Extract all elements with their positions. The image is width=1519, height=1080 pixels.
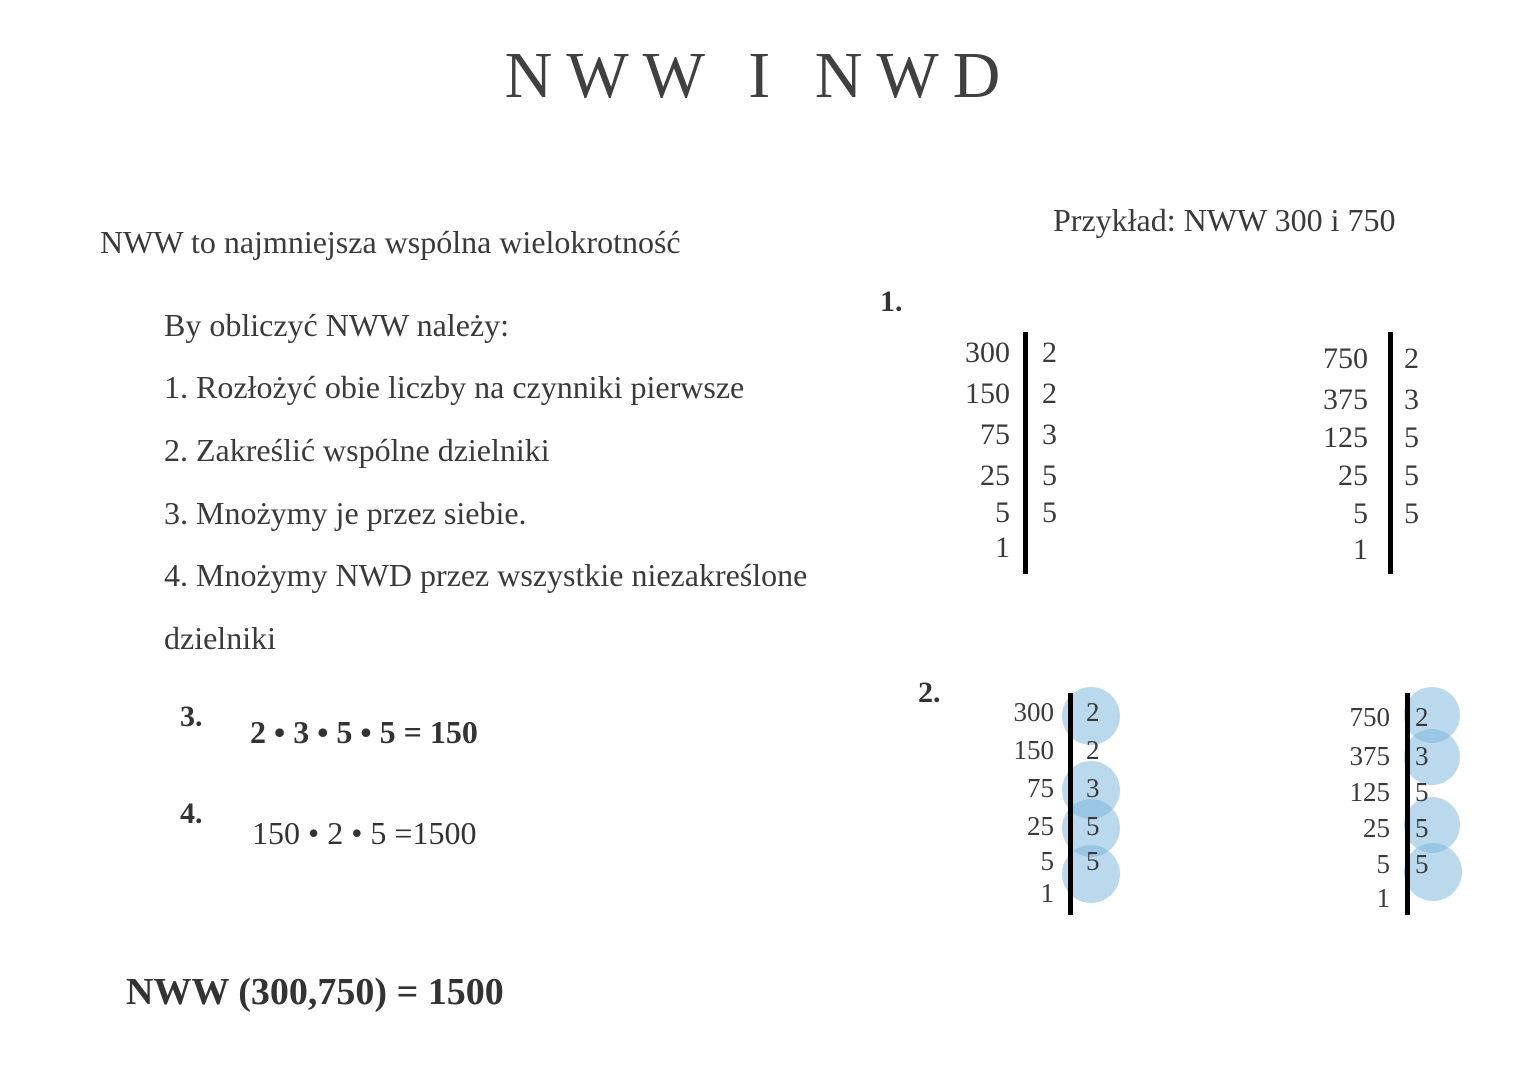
- dividends: 750 375 125 25 5 1: [1323, 342, 1368, 566]
- calc-label-4: 4.: [180, 797, 203, 830]
- divisors: 2 2 3 5 5: [1086, 697, 1100, 876]
- division-bar: [1068, 693, 1073, 915]
- dividends: 300 150 75 25 5 1: [965, 336, 1010, 564]
- division-bar: [1388, 332, 1393, 574]
- division-bar: [1405, 693, 1410, 915]
- calc-expression-4: 150 • 2 • 5 =1500: [252, 815, 477, 851]
- example-title: Przykład: NWW 300 i 750: [1053, 202, 1396, 238]
- step-1: 1. Rozłożyć obie liczby na czynniki pierwsze: [164, 369, 745, 405]
- dividends: 750 375 125 25 5 1: [1349, 702, 1390, 913]
- step-4: 4. Mnożymy NWD przez wszystkie niezakreślone: [164, 557, 808, 593]
- step-3: 3. Mnożymy je przez siebie.: [164, 495, 527, 531]
- example-step-2-label: 2.: [918, 676, 941, 709]
- intro-text: By obliczyć NWW należy:: [164, 307, 510, 343]
- divisors: 2 3 5 5 5: [1404, 342, 1419, 530]
- divisors: 2 3 5 5 5: [1415, 702, 1429, 879]
- definition-text: NWW to najmniejsza wspólna wielokrotność: [100, 224, 681, 260]
- dividends: 300 150 75 25 5 1: [1013, 697, 1054, 908]
- calc-expression-3: 2 • 3 • 5 • 5 = 150: [250, 714, 478, 750]
- step-2: 2. Zakreślić wspólne dzielniki: [164, 432, 550, 468]
- example-step-1-label: 1.: [880, 285, 903, 318]
- divisors: 2 2 3 5 5: [1042, 336, 1057, 529]
- step-4-continued: dzielniki: [164, 620, 276, 656]
- calc-label-3: 3.: [180, 700, 203, 733]
- page-title: NWW I NWD: [504, 39, 1015, 112]
- final-result: NWW (300,750) = 1500: [126, 971, 504, 1013]
- division-bar: [1023, 332, 1028, 574]
